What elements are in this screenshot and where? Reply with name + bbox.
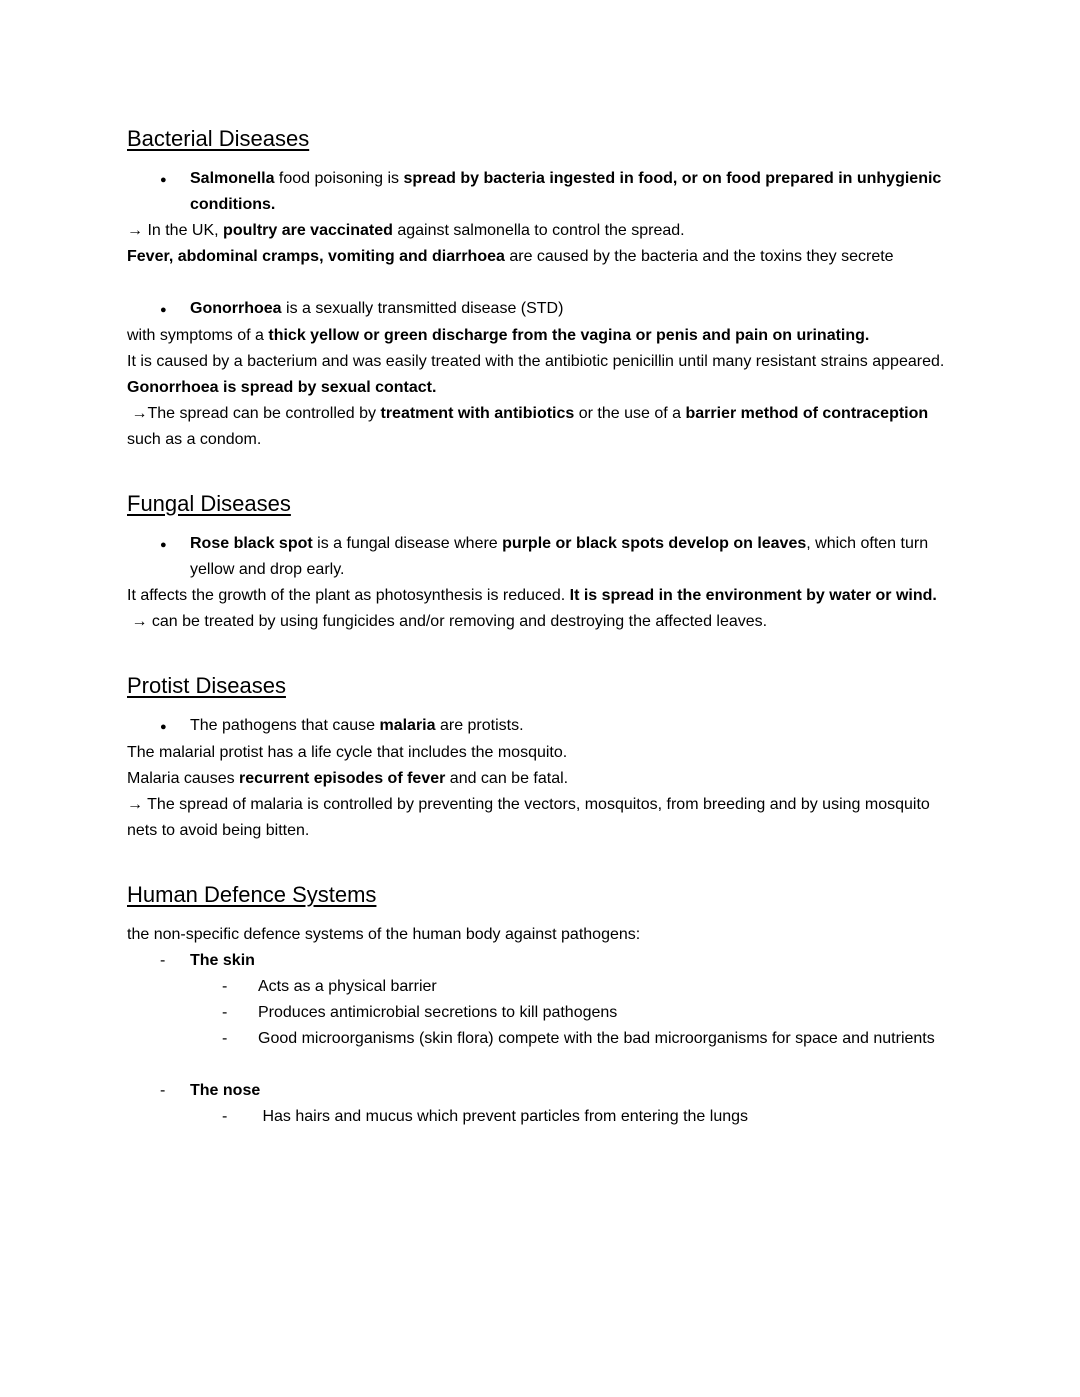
bold-text-run: Gonorrhoea is spread by sexual contact. [127, 379, 437, 396]
text-content [190, 1078, 947, 1104]
text-content [190, 166, 947, 218]
bold-text-run: poultry are vaccinated [223, 222, 393, 239]
text-run: is a fungal disease where [312, 535, 503, 552]
text-run: such as a condom. [127, 431, 262, 448]
bold-text-run: recurrent episodes of fever [239, 770, 446, 787]
paragraph [127, 323, 947, 349]
dash-marker: - [160, 952, 166, 969]
text-content [190, 531, 947, 583]
bullet-marker: ● [160, 539, 167, 551]
bold-text-run: Salmonella [190, 170, 275, 187]
section-heading: Protist Diseases [127, 673, 286, 698]
bullet-item [127, 713, 947, 740]
bold-text-run: malaria [379, 717, 436, 734]
text-content [127, 327, 869, 344]
section-human-defence-systems [127, 880, 947, 1130]
text-run: → In the UK, [127, 222, 224, 239]
text-run: , which often turn yellow and drop early. [190, 535, 929, 578]
paragraph [127, 609, 947, 635]
section-bacterial-diseases [127, 124, 947, 453]
paragraph [127, 349, 947, 401]
dash-list-item [127, 1078, 947, 1104]
text-content [190, 296, 947, 322]
text-run: → The spread of malaria is controlled by preventing the vectors, mosquitos, from breeding and by using mosquito nets to avoid being bitten. [127, 796, 930, 839]
bold-text-run: It is spread in the environment by water or wind. [569, 587, 937, 604]
text-content [190, 948, 947, 974]
bold-text-run: thick yellow or green discharge from the vagina or penis and pain on urinating. [268, 327, 870, 344]
section-fungal-diseases [127, 489, 947, 635]
bold-text-run: purple or black spots develop on leaves [502, 535, 807, 552]
dash-list-item [127, 1000, 947, 1026]
dash-marker: - [222, 1030, 228, 1047]
text-content [258, 1104, 947, 1130]
text-run: The malarial protist has a life cycle that includes the mosquito. [127, 744, 568, 761]
paragraph [127, 401, 947, 453]
text-content [258, 1026, 947, 1052]
text-run: food poisoning is [274, 170, 404, 187]
blank-line [127, 270, 947, 296]
text-run: or the use of a [574, 405, 686, 422]
bold-text-run: The skin [190, 952, 255, 969]
text-content [127, 353, 944, 396]
paragraph [127, 740, 947, 766]
dash-list-item [127, 948, 947, 974]
section-heading: Bacterial Diseases [127, 126, 310, 151]
bold-text-run: The nose [190, 1082, 261, 1099]
text-run: against salmonella to control the spread. [392, 222, 685, 239]
bold-text-run: Fever, abdominal cramps, vomiting and diarrhoea [127, 248, 505, 265]
dash-marker: - [222, 1108, 228, 1125]
text-run: and can be fatal. [445, 770, 569, 787]
bold-text-run: barrier method of contraception [685, 405, 929, 422]
text-content [127, 744, 567, 761]
paragraph [127, 583, 947, 609]
dash-marker: - [160, 1082, 166, 1099]
section-protist-diseases [127, 671, 947, 844]
text-run: Good microorganisms (skin flora) compete with the bad microorganisms for space and nutrients [258, 1030, 935, 1047]
text-content [258, 974, 947, 1000]
text-run: → can be treated by using fungicides and/or removing and destroying the affected leaves. [127, 613, 768, 630]
bold-text-run: Gonorrhoea [190, 300, 282, 317]
text-content [127, 613, 767, 630]
text-run: The pathogens that cause [190, 717, 380, 734]
dash-list-item [127, 1104, 947, 1130]
paragraph [127, 244, 947, 270]
text-run: →The spread can be controlled by [127, 405, 381, 422]
text-run: are protists. [435, 717, 524, 734]
text-content [127, 222, 685, 239]
text-content [127, 796, 930, 839]
text-run: the non-specific defence systems of the human body against pathogens: [127, 926, 641, 943]
text-content [127, 926, 640, 943]
bullet-item [127, 166, 947, 218]
text-run: It affects the growth of the plant as photosynthesis is reduced. [127, 587, 570, 604]
text-run: It is caused by a bacterium and was easily treated with the antibiotic penicillin until many resistant strains appeared. [127, 353, 945, 370]
text-run: are caused by the bacteria and the toxins they secrete [504, 248, 894, 265]
bullet-marker: ● [160, 304, 167, 316]
paragraph [127, 218, 947, 244]
document-body [127, 124, 947, 1130]
bold-text-run: Rose black spot [190, 535, 313, 552]
section-heading: Human Defence Systems [127, 882, 377, 907]
bold-text-run: spread by bacteria ingested in food, or on food prepared in unhygienic conditions. [190, 170, 942, 213]
text-content [127, 587, 937, 604]
text-run: Has hairs and mucus which prevent particles from entering the lungs [258, 1108, 749, 1125]
bullet-item [127, 531, 947, 583]
paragraph [127, 766, 947, 792]
paragraph [127, 792, 947, 844]
text-run: Malaria causes [127, 770, 240, 787]
dash-list-item [127, 974, 947, 1000]
bullet-marker: ● [160, 721, 167, 733]
text-content [127, 405, 928, 448]
bullet-item [127, 296, 947, 323]
text-content [127, 248, 894, 265]
text-run: with symptoms of a [127, 327, 269, 344]
text-content [127, 770, 568, 787]
dash-list-item [127, 1026, 947, 1052]
bold-text-run: treatment with antibiotics [380, 405, 575, 422]
blank-line [127, 1052, 947, 1078]
dash-marker: - [222, 978, 228, 995]
text-run: is a sexually transmitted disease (STD) [281, 300, 564, 317]
paragraph [127, 922, 947, 948]
text-content [258, 1000, 947, 1026]
dash-marker: - [222, 1004, 228, 1021]
bullet-marker: ● [160, 174, 167, 186]
section-heading: Fungal Diseases [127, 491, 291, 516]
text-content [190, 713, 947, 739]
text-run: Produces antimicrobial secretions to kill pathogens [258, 1004, 618, 1021]
text-run: Acts as a physical barrier [258, 978, 437, 995]
